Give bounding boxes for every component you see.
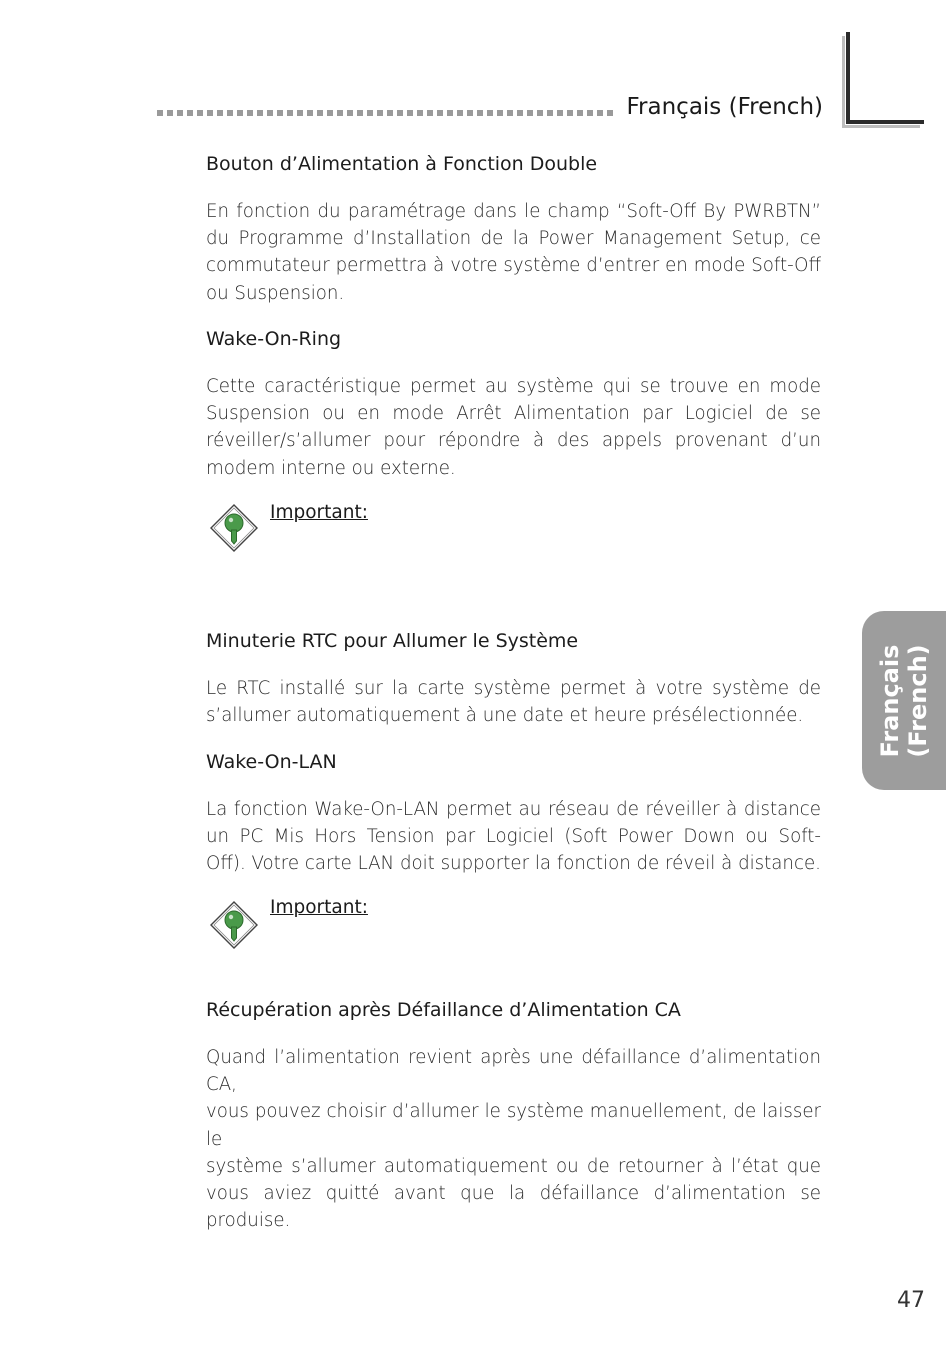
section-wake-on-ring	[206, 325, 821, 482]
header-dotted-rule	[157, 110, 613, 116]
paragraph-line: système s’allumer automatiquement ou de retourner à l’état que	[206, 1155, 821, 1177]
header-dot	[267, 110, 273, 116]
paragraph-line: Le RTC installé sur la carte système permet à votre système de	[206, 678, 821, 699]
header-dot	[537, 110, 543, 116]
header-dot	[557, 110, 563, 116]
page-header-title: Français (French)	[626, 94, 823, 120]
important-label: Important:	[270, 897, 368, 918]
header-dot	[377, 110, 383, 116]
section-paragraph	[206, 796, 821, 878]
paragraph-line: un PC Mis Hors Tension par Logiciel (Soft Power Down ou Soft-	[206, 826, 821, 848]
section-heading: Bouton d’Alimentation à Fonction Double	[206, 153, 598, 175]
header-dot	[257, 110, 263, 116]
paragraph-line: s’allumer automatiquement à une date et heure présélectionnée.	[206, 705, 804, 727]
header-dot	[577, 110, 583, 116]
header-dot	[237, 110, 243, 116]
header-dot	[547, 110, 553, 116]
header-dot	[367, 110, 373, 116]
page-number: 47	[897, 1288, 925, 1313]
section-rtc-timer	[206, 627, 821, 729]
header-dot	[437, 110, 443, 116]
header-dot	[327, 110, 333, 116]
paragraph-line: La fonction Wake-On-LAN permet au réseau de réveiller à distance	[206, 799, 821, 820]
section-heading: Récupération après Défaillance d’Alimentation CA	[206, 999, 681, 1021]
side-tab-line: Français	[876, 644, 904, 757]
section-ac-power-recovery	[206, 996, 821, 1234]
corner-mark-shadow-vertical	[842, 36, 845, 128]
header-dot	[317, 110, 323, 116]
paragraph-line: du Programme d’Installation de la Power Management Setup, ce	[206, 228, 821, 250]
section-wake-on-lan	[206, 748, 821, 878]
header-dot	[447, 110, 453, 116]
header-dot	[307, 110, 313, 116]
side-tab-label	[876, 644, 932, 757]
paragraph-line: Cette caractéristique permet au système qui se trouve en mode	[206, 376, 821, 397]
paragraph-line: réveiller/s’allumer pour répondre à des appels provenant d’un	[206, 430, 821, 452]
section-heading: Wake-On-LAN	[206, 751, 337, 773]
language-side-tab	[862, 611, 946, 790]
header-dot	[187, 110, 193, 116]
header-dot	[597, 110, 603, 116]
header-dot	[217, 110, 223, 116]
header-dot	[487, 110, 493, 116]
header-dot	[467, 110, 473, 116]
header-dot	[247, 110, 253, 116]
side-tab-line: (French)	[904, 643, 932, 758]
paragraph-line: Off). Votre carte LAN doit supporter la fonction de réveil à distance.	[206, 853, 821, 875]
paragraph-line: vous aviez quitté avant que la défaillance d’alimentation se produise.	[206, 1183, 821, 1232]
header-dot	[417, 110, 423, 116]
header-dot	[477, 110, 483, 116]
paragraph-line: modem interne ou externe.	[206, 457, 456, 479]
header-dot	[587, 110, 593, 116]
section-heading: Minuterie RTC pour Allumer le Système	[206, 630, 579, 652]
header-dot	[517, 110, 523, 116]
header-dot	[457, 110, 463, 116]
section-heading: Wake-On-Ring	[206, 328, 342, 350]
section-paragraph	[206, 1044, 821, 1234]
header-dot	[357, 110, 363, 116]
header-dot	[197, 110, 203, 116]
paragraph-line: vous pouvez choisir d’allumer le système manuellement, de laisser le	[206, 1101, 821, 1150]
header-dot	[507, 110, 513, 116]
header-dot	[527, 110, 533, 116]
header-dot	[427, 110, 433, 116]
corner-mark-horizontal	[846, 120, 924, 124]
header-dot	[227, 110, 233, 116]
corner-mark-vertical	[846, 32, 850, 124]
header-dot	[607, 110, 613, 116]
header-dot	[177, 110, 183, 116]
header-dot	[347, 110, 353, 116]
header-dot	[407, 110, 413, 116]
header-dot	[497, 110, 503, 116]
key-icon	[209, 900, 259, 950]
paragraph-line: commutateur permettra à votre système d’entrer en mode Soft-Off	[206, 255, 821, 277]
header-dot	[567, 110, 573, 116]
section-paragraph	[206, 675, 821, 729]
corner-mark-shadow-horizontal	[842, 125, 920, 128]
key-icon	[209, 503, 259, 553]
header-dot	[397, 110, 403, 116]
paragraph-line: Quand l’alimentation revient après une défaillance d’alimentation CA,	[206, 1047, 821, 1096]
section-paragraph	[206, 198, 821, 307]
header-dot	[207, 110, 213, 116]
header-dot	[167, 110, 173, 116]
paragraph-line: ou Suspension.	[206, 282, 345, 304]
section-paragraph	[206, 373, 821, 482]
important-label: Important:	[270, 502, 368, 523]
header-dot	[277, 110, 283, 116]
section-dual-function-power-button	[206, 150, 821, 307]
header-dot	[297, 110, 303, 116]
paragraph-line: Suspension ou en mode Arrêt Alimentation par Logiciel de se	[206, 403, 821, 425]
header-dot	[157, 110, 163, 116]
paragraph-line: En fonction du paramétrage dans le champ “Soft-Off By PWRBTN”	[206, 201, 821, 222]
header-dot	[287, 110, 293, 116]
header-dot	[387, 110, 393, 116]
header-dot	[337, 110, 343, 116]
